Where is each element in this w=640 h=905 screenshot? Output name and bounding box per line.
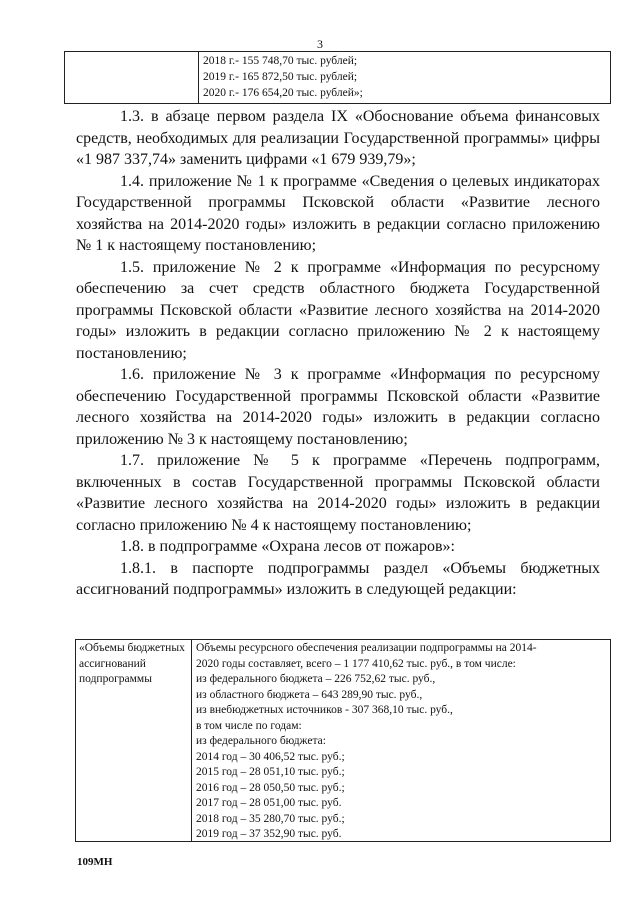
budget-line: 2019 год – 37 352,90 тыс. руб.: [196, 828, 342, 840]
paragraph-1-5: 1.5. приложение № 2 к программе «Информация по ресурсному обеспечению за счет средств областного бюджета Государственной программы Псковской области «Развитие лесного хозяйства на 2014-2020 годы» изложить в редакции согласно приложению № 2 к настоящему постановлению;: [76, 258, 600, 362]
budget-line: 2020 годы составляет, всего – 1 177 410,62 тыс. руб., в том числе:: [196, 657, 516, 670]
budget-table-label: «Объемы бюджетных ассигнований подпрограммы: [76, 640, 192, 841]
document-body: [76, 106, 600, 601]
paragraph-1-6: 1.6. приложение № 3 к программе «Информация по ресурсному обеспечению Государственной программы Псковской области «Развитие лесного хозяйства на 2014-2020 годы» изложить в редакции согласно приложению № 3 к настоящему постановлению;: [76, 366, 600, 448]
document-code: 109МН: [77, 856, 113, 868]
budget-line: из внебюджетных источников - 307 368,10 тыс. руб.,: [196, 704, 453, 716]
top-table-label-cell: [65, 52, 199, 103]
budget-line: из федерального бюджета – 226 752,62 тыс. руб.,: [196, 673, 436, 685]
top-table-value-cell: [199, 52, 610, 103]
paragraph-1-4: 1.4. приложение № 1 к программе «Сведения о целевых индикаторах Государственной программы Псковской области «Развитие лесного хозяйства на 2014-2020 годы» изложить в редакции согласно приложению № 1 к настоящему постановлению;: [76, 172, 600, 254]
budget-table: [75, 639, 611, 842]
top-table-line: 2019 г.- 165 872,50 тыс. рублей;: [203, 71, 358, 83]
budget-line: из федерального бюджета:: [196, 735, 326, 747]
paragraph-1-8: 1.8. в подпрограмме «Охрана лесов от пожаров»:: [120, 538, 455, 555]
top-table-line: 2018 г.- 155 748,70 тыс. рублей;: [203, 55, 358, 67]
budget-table-value: [192, 640, 610, 841]
budget-line: 2016 год – 28 050,50 тыс. руб.;: [196, 781, 345, 794]
budget-line: из областного бюджета – 643 289,90 тыс. руб.,: [196, 688, 423, 701]
budget-line: 2017 год – 28 051,00 тыс. руб.: [196, 797, 342, 809]
paragraph-1-3: 1.3. в абзаце первом раздела IX «Обоснование объема финансовых средств, необходимых для реализации Государственной программы» цифры «1 987 337,74» заменить цифрами «1 679 939,79»;: [76, 108, 600, 168]
budget-line: 2014 год – 30 406,52 тыс. руб.;: [196, 750, 345, 763]
page-number: 3: [317, 37, 323, 51]
paragraph-1-7: 1.7. приложение № 5 к программе «Перечень подпрограмм, включенных в состав Государственной программы Псковской области «Развитие лесного хозяйства на 2014-2020 годы» изложить в редакции согласно приложению № 4 к настоящему постановлению;: [76, 452, 600, 534]
budget-line: Объемы ресурсного обеспечения реализации подпрограммы на 2014-: [196, 642, 537, 654]
paragraph-1-8-1: 1.8.1. в паспорте подпрограммы раздел «Объемы бюджетных ассигнований подпрограммы» изложить в следующей редакции:: [76, 559, 600, 598]
top-table: [64, 51, 611, 104]
top-table-line: 2020 г.- 176 654,20 тыс. рублей»;: [203, 87, 363, 99]
budget-line: 2015 год – 28 051,10 тыс. руб.;: [196, 766, 345, 778]
budget-line: 2018 год – 35 280,70 тыс. руб.;: [196, 812, 345, 825]
budget-line: в том числе по годам:: [196, 719, 302, 732]
